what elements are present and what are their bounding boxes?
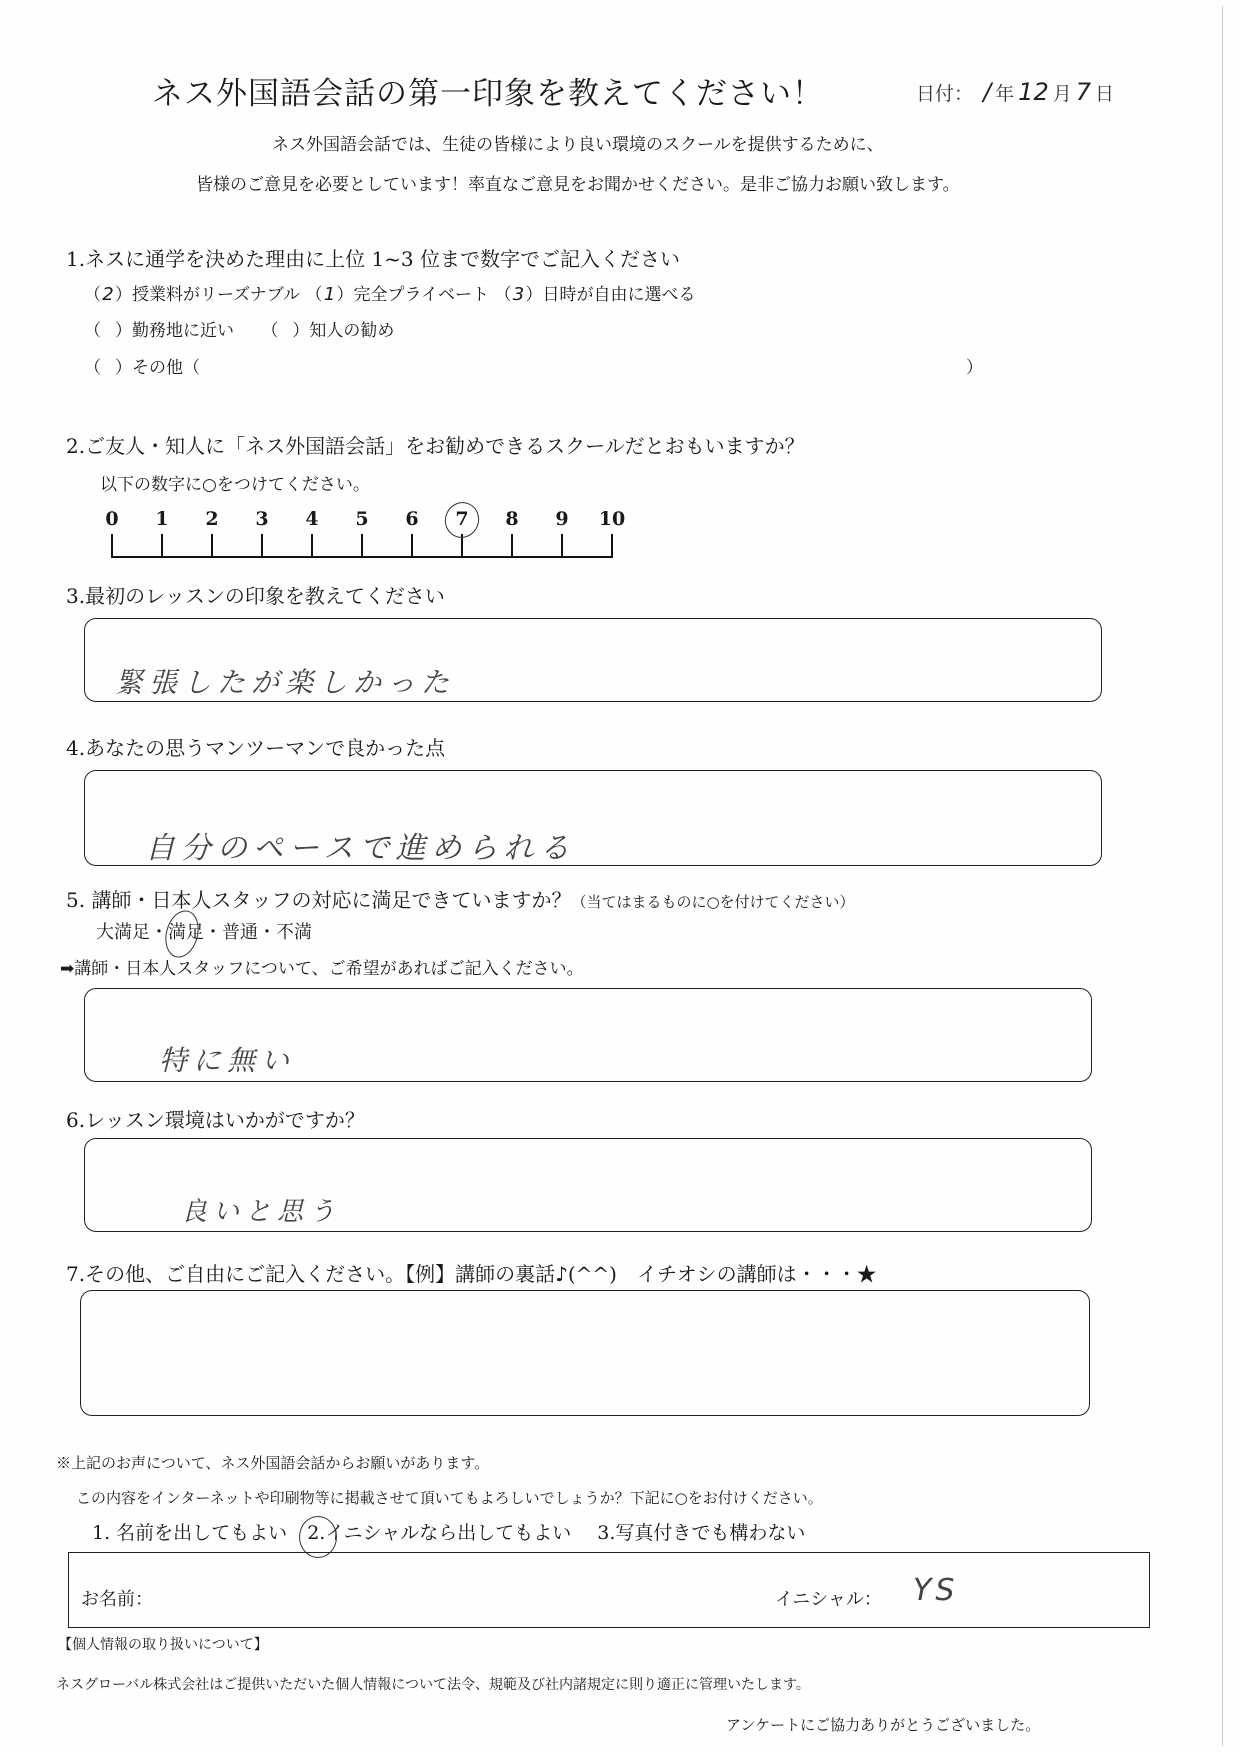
q5-choice-label: 不満 [276,922,312,943]
q7-title: 7.その他、ご自由にご記入ください。【例】講師の裏話♪(^^) イチオシの講師は・・・★ [66,1262,877,1286]
initial-value[interactable]: YS [913,1573,959,1608]
consent-option-2-label: 2.イニシャルなら出してもよい [307,1522,572,1544]
name-box [68,1552,1150,1628]
scale-number-0[interactable]: 0 [105,508,119,530]
q4-title: 4.あなたの思うマンツーマンで良かった点 [66,736,446,760]
choice-separator: ・ [204,922,222,943]
date-day-unit: 日 [1095,83,1115,105]
q1-option-3[interactable] [494,285,695,305]
scale-baseline [111,556,613,558]
scale-tick [611,534,613,556]
date-month-unit: 月 [1052,83,1072,105]
q5-choices [96,918,312,944]
q5-title [66,884,855,913]
q5-choice-label: 満足 [168,922,204,943]
paren-open: （ [261,321,279,341]
consent-question: この内容をインターネットや印刷物等に掲載させて頂いてもよろしいでしょうか？下記に○をお付けください。 [76,1489,823,1507]
privacy-heading: 【個人情報の取り扱いについて】 [58,1637,268,1653]
q1-option-2-label: 完全プライベート [353,285,490,305]
scale-tick [411,534,413,556]
scale-tick [361,534,363,556]
paren-close: ） [336,285,354,305]
q1-option-2[interactable] [306,285,490,305]
q5-choice-2[interactable] [222,922,258,943]
q5-choice-1[interactable] [168,922,204,943]
scale-tick [261,534,263,556]
q3-answer: 緊張したが楽しかった [115,666,456,699]
selection-circle [440,497,484,542]
scale-tick [511,534,513,556]
q1-option-1-rank[interactable]: 2 [102,284,114,305]
q3-title: 3.最初のレッスンの印象を教えてください [66,584,445,608]
privacy-text: ネスグローバル株式会社はご提供いただいた個人情報について法令、規範及び社内諸規定に則り適正に管理いたします。 [56,1677,810,1693]
q3-answer-box[interactable] [84,618,1102,702]
scale-tick [561,534,563,556]
paren-open: （ [494,285,512,305]
q1-option-4[interactable] [84,321,234,341]
scale-number-8[interactable]: 8 [505,508,519,530]
scale-number-9[interactable]: 9 [555,508,569,530]
scale-number-6[interactable]: 6 [405,508,419,530]
q5-choice-3[interactable] [276,922,312,943]
paren-open: （ [84,358,101,378]
date-label: 日付： [916,83,974,105]
q1-other-close-paren: ） [966,358,983,378]
q2-title: 2.ご友人・知人に「ネス外国語会話」をお勧めできるスクールだとおもいますか？ [66,434,805,458]
scale-tick [211,534,213,556]
q4-answer: 自分のペースで進められる [145,831,576,866]
scale-number-4[interactable]: 4 [305,508,319,530]
date-year-value[interactable]: / [983,78,992,106]
q5-choice-label: 大満足 [96,922,150,943]
q5-question: 5. 講師・日本人スタッフの対応に満足できていますか？ [66,888,572,912]
consent-options [92,1518,805,1545]
name-label: お名前： [81,1589,153,1610]
consent-option-2[interactable] [307,1522,577,1544]
q1-option-1-label: 授業料がリーズナブル [132,285,301,305]
q5-note: （当てはまるものに○を付けてください） [571,893,855,911]
paren-close: ） [115,358,132,378]
q1-row-1 [84,280,695,305]
paren-close: ） [525,285,543,305]
scale-number-3[interactable]: 3 [255,508,269,530]
paren-open: （ [84,321,101,341]
date-day-value[interactable]: 7 [1075,78,1092,106]
q1-option-5-label: 知人の勧め [309,321,395,341]
page-edge-line [1222,6,1223,1746]
q5-choice-0[interactable] [96,922,150,943]
q1-option-5[interactable] [261,321,394,341]
q5-choice-label: 普通 [222,922,258,943]
q1-option-4-label: 勤務地に近い [132,321,234,341]
thanks-message: アンケートにご協力ありがとうございました。 [726,1716,1041,1734]
q1-option-3-label: 日時が自由に選べる [542,285,696,305]
consent-notice: ※上記のお声について、ネス外国語会話からお願いがあります。 [56,1454,490,1472]
scale-number-10[interactable]: 10 [598,508,626,530]
q1-option-3-rank[interactable]: 3 [512,284,525,305]
q5-sub-question [60,954,584,979]
q5-answer: 特に無い [159,1044,296,1077]
scale-tick [311,534,313,556]
intro-line-2: 皆様のご意見を必要としています！率直なご意見をお聞かせください。是非ご協力お願い致します。 [196,175,960,195]
choice-separator: ・ [258,922,276,943]
arrow-right-icon: ➡ [60,959,75,979]
q6-title: 6.レッスン環境はいかがですか？ [66,1108,365,1132]
q4-answer-box[interactable] [84,770,1102,866]
scale-number-5[interactable]: 5 [355,508,369,530]
q2-instruction: 以下の数字に○をつけてください。 [100,475,370,495]
q1-option-6-label: その他（ [132,358,200,378]
q1-option-1[interactable] [84,285,300,305]
consent-option-1[interactable]: 1. 名前を出してもよい [92,1522,288,1544]
initial-label: イニシャル： [775,1589,882,1610]
paren-open: （ [84,285,101,305]
q6-answer-box[interactable] [84,1138,1092,1232]
paren-close: ） [115,321,132,341]
scale-number-2[interactable]: 2 [205,508,219,530]
scale-tick [111,534,113,556]
consent-option-3[interactable]: 3.写真付きでも構わない [597,1522,806,1544]
q1-option-2-rank[interactable]: 1 [323,284,336,305]
date-month-value[interactable]: 12 [1018,78,1049,106]
q5-answer-box[interactable] [84,988,1092,1082]
choice-separator: ・ [150,922,168,943]
date-field [916,78,1114,106]
paren-close: ） [292,321,310,341]
q1-title: 1.ネスに通学を決めた理由に上位 1~3 位まで数字でご記入ください [66,247,681,271]
scale-tick [161,534,163,556]
intro-line-1: ネス外国語会話では、生徒の皆様により良い環境のスクールを提供するために、 [272,135,884,155]
scale-number-1[interactable]: 1 [155,508,169,530]
page-title: ネス外国語会話の第一印象を教えてください！ [152,76,824,112]
q1-option-6[interactable] [84,353,200,378]
scale-number-7[interactable]: 7 [455,508,469,530]
paren-open: （ [305,285,323,305]
q1-row-2 [84,316,394,341]
date-year-unit: 年 [995,83,1015,105]
q6-answer: 良いと思う [181,1197,342,1227]
q5-sub-title: 講師・日本人スタッフについて、ご希望があればご記入ください。 [74,959,584,979]
paren-close: ） [115,285,132,305]
q7-answer-box[interactable] [80,1290,1090,1416]
